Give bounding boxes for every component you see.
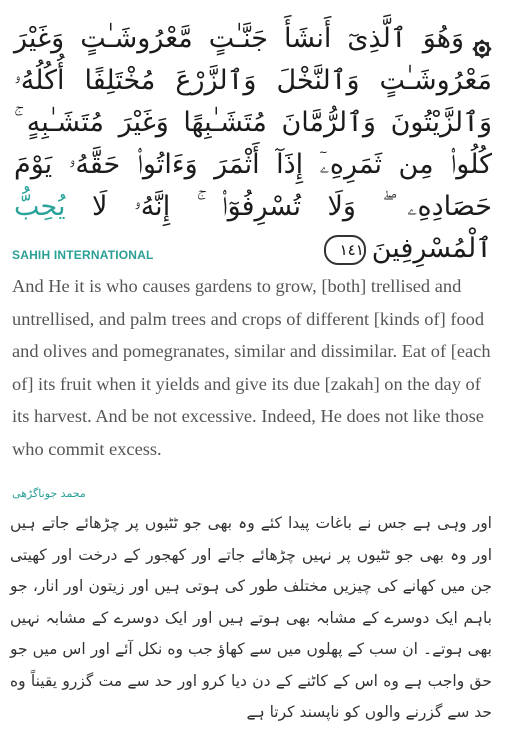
arabic-highlight-word[interactable]: يُحِبُّ: [14, 191, 66, 222]
ayah-number-badge: ١٤١: [324, 235, 366, 265]
arabic-verse: [14, 18, 492, 270]
arabic-text: وَهُوَ ٱلَّذِىٓ أَنشَأَ جَنَّـٰتٍ مَّعْرُوشَـٰتٍ وَغَيْرَ مَعْرُوشَـٰتٍ وَٱلنَّخْلَ وَٱلزَّرْعَ مُخْتَلِفًا أُكُلُهُۥ وَٱلزَّيْتُونَ وَٱلرُّمَّانَ مُتَشَـٰبِهًا وَغَيْرَ مُتَشَـٰبِهٍ ۚ كُلُوا۟ مِن ثَمَرِهِۦٓ إِذَآ أَثْمَرَ وَءَاتُوا۟ حَقَّهُۥ يَوْمَ حَصَادِهِۦ ۖ وَلَا تُسْرِفُوٓا۟ ۚ إِنَّهُۥ لَا: [14, 23, 492, 222]
rub-el-hizb-icon: [472, 30, 492, 50]
arabic-text-end: ٱلْمُسْرِفِينَ: [371, 233, 492, 264]
translation-label-ur: محمد جوناگڑھی: [12, 487, 86, 500]
translation-label-en: SAHIH INTERNATIONAL: [12, 248, 154, 262]
translation-text-ur: اور وہی ہے جس نے باغات پیدا کئے وہ بھی جو ٹٹیوں پر چڑھائے جاتے ہیں اور وہ بھی جو ٹٹیوں پر نہیں چڑھائے جاتے اور کھجور کے درخت اور کھیتی جن میں کھانے کی چیزیں مختلف طور کی ہوتی ہیں اور زیتون اور انار، جو باہم ایک دوسرے کے مشابہ بھی ہوتے ہیں اور ایک دوسرے کے مشابہ نہیں بھی ہوتے۔ ان سب کے پھلوں میں سے کھاؤ جب وه نکل آئے اور اس میں جو حق واجب ہے وه اس کے کاٹنے کے دن دیا کرو اور حد سے مت گزرو یقیناً وه حد سے گزرنے والوں کو ناپسند کرتا ہے: [10, 514, 492, 721]
translation-text-en: And He it is who causes gardens to grow, [both] trellised and untrellised, and palm trees and crops of different [kinds of] food and olives and pomegranates, similar and dissimilar. Eat of [each of] its fruit when it yields and give its due [zakah] on the day of its harvest. And be not excessive. Indeed, He does not like those who commit excess.: [12, 276, 491, 459]
